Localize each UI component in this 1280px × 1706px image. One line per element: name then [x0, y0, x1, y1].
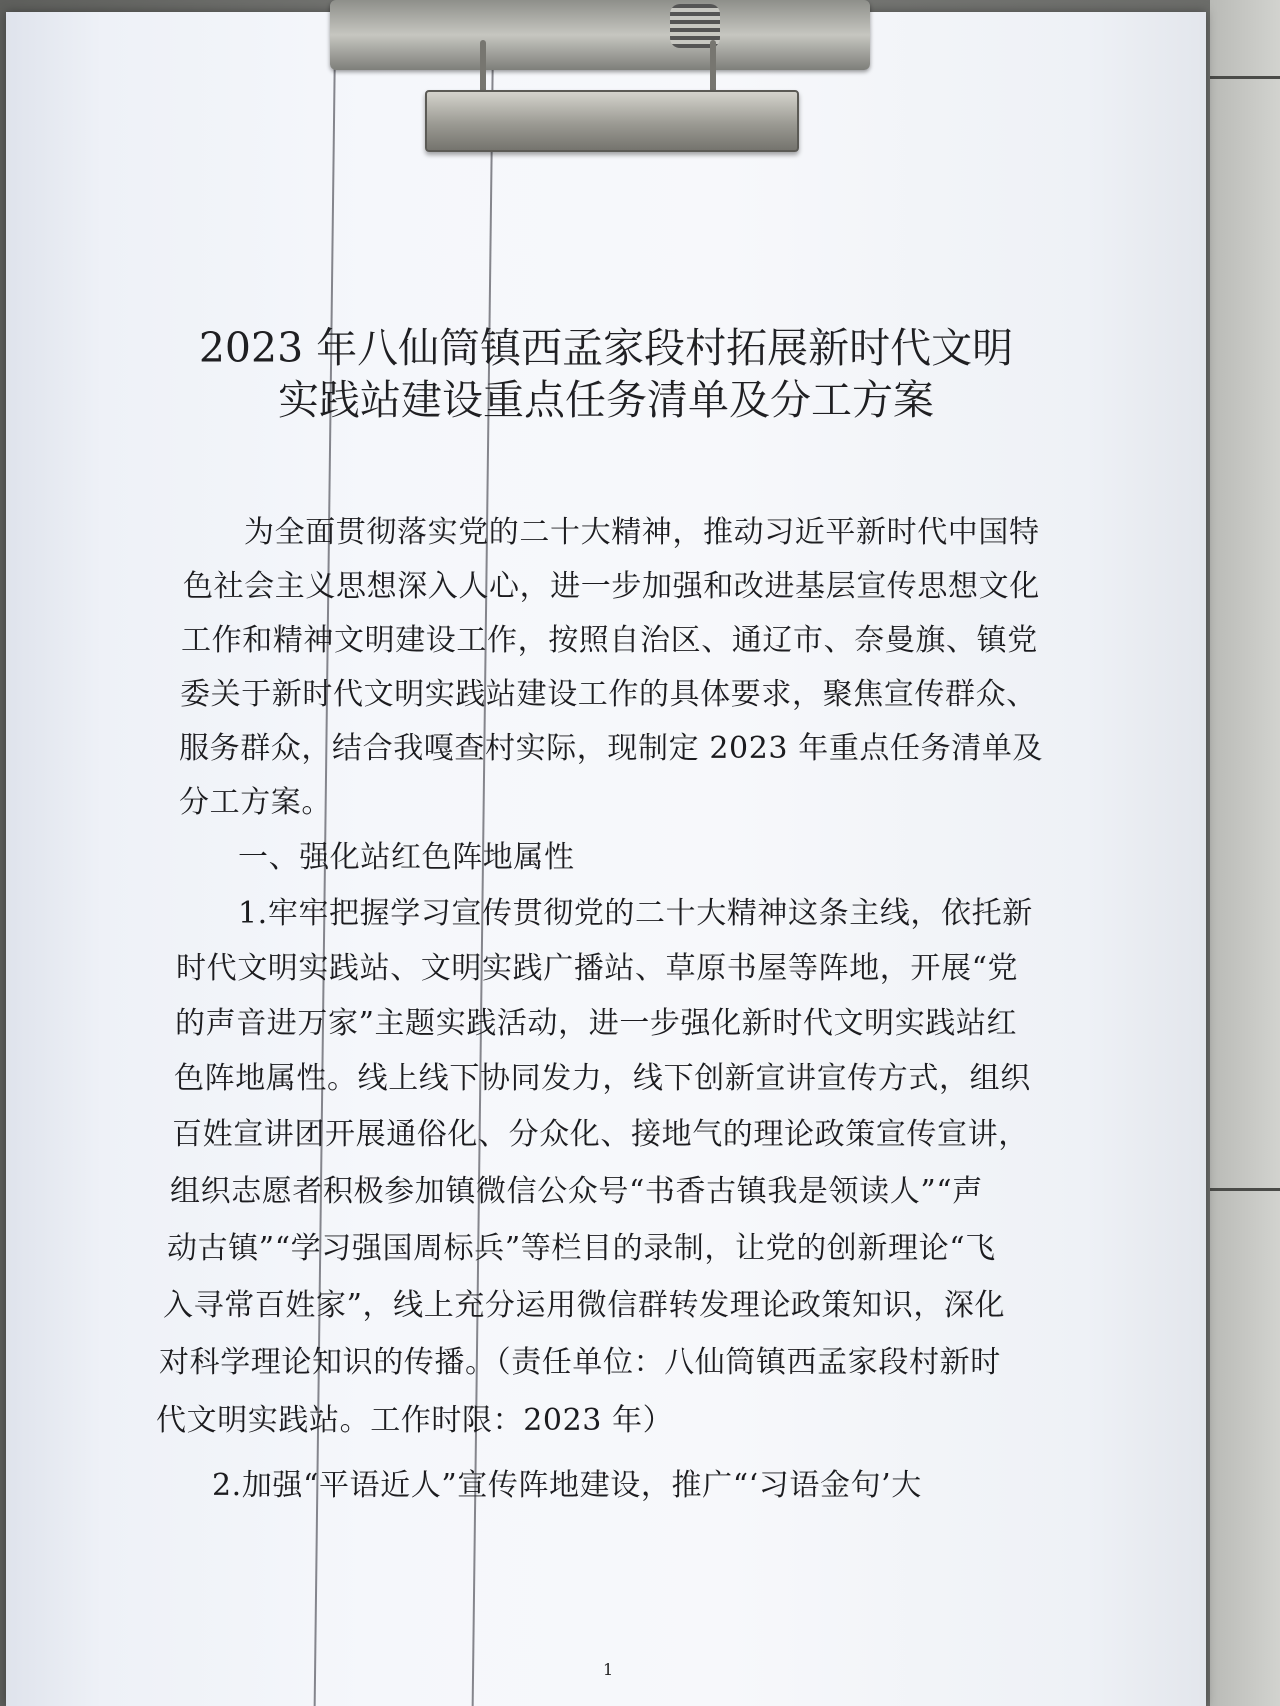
body-line: 动古镇”“学习强国周标兵”等栏目的录制，让党的创新理论“飞	[167, 1231, 996, 1266]
body-line: 入寻常百姓家”，线上充分运用微信群转发理论政策知识，深化	[163, 1288, 1006, 1323]
body-line: 百姓宣讲团开展通俗化、分众化、接地气的理论政策宣传宣讲，	[172, 1117, 1029, 1152]
body-line: 时代文明实践站、文明实践广播站、草原书屋等阵地，开展“党	[176, 951, 1019, 986]
title-line-1: 2023 年八仙筒镇西孟家段村拓展新时代文明	[198, 324, 1014, 372]
title-line-2: 实践站建设重点任务清单及分工方案	[278, 376, 934, 424]
body-line: 的声音进万家”主题实践活动，进一步强化新时代文明实践站红	[175, 1006, 1018, 1041]
document-body	[6, 12, 1206, 1706]
body-line: 工作和精神文明建设工作，按照自治区、通辽市、奈曼旗、镇党	[181, 623, 1038, 658]
wall-panel	[1210, 0, 1280, 1706]
clipboard-clip	[330, 0, 870, 160]
section-heading: 一、强化站红色阵地属性	[238, 840, 575, 875]
clip-plate	[330, 0, 870, 70]
panel-edge	[1210, 1188, 1280, 1191]
body-line: 色社会主义思想深入人心，进一步加强和改进基层宣传思想文化	[183, 569, 1040, 604]
body-line: 色阵地属性。线上线下协同发力，线下创新宣讲宣传方式，组织	[174, 1061, 1031, 1096]
body-line: 代文明实践站。工作时限：2023 年）	[156, 1403, 674, 1438]
document-title	[156, 322, 1056, 426]
body-line: 组织志愿者积极参加镇微信公众号“书香古镇我是领读人”“声	[170, 1174, 983, 1209]
body-line: 2.加强“平语近人”宣传阵地建设，推广“‘习语金句’大	[212, 1468, 922, 1503]
body-line: 对科学理论知识的传播。（责任单位：八仙筒镇西孟家段村新时	[159, 1345, 1001, 1380]
document-page	[6, 12, 1206, 1706]
body-line: 服务群众，结合我嘎查村实际，现制定 2023 年重点任务清单及	[179, 731, 1044, 766]
body-line: 1.牢牢把握学习宣传贯彻党的二十大精神这条主线，依托新	[238, 896, 1033, 931]
panel-edge	[1210, 76, 1280, 79]
page-number: 1	[603, 1660, 614, 1679]
clip-bar	[425, 90, 799, 152]
body-line: 为全面贯彻落实党的二十大精神，推动习近平新时代中国特	[244, 515, 1040, 550]
body-line: 委关于新时代文明实践站建设工作的具体要求，聚焦宣传群众、	[180, 677, 1037, 712]
body-line: 分工方案。	[179, 785, 332, 820]
